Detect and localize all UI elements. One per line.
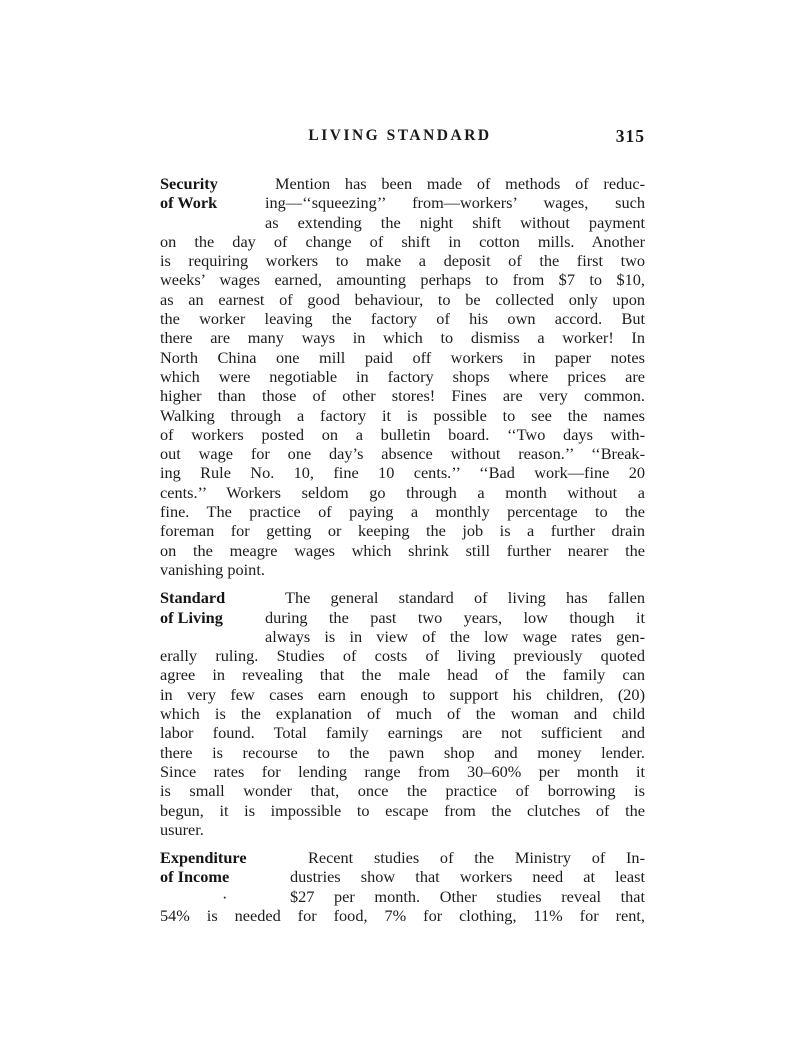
text-line: ing Rule No. 10, fine 10 cents.’’ ‘‘Bad work—fine 20 <box>160 463 645 483</box>
text-line: during the past two years, low though it <box>265 607 645 627</box>
text-line: foreman for getting or keeping the job is a further drain <box>160 521 645 541</box>
text-line: of workers posted on a bulletin board. ‘‘Two days with- <box>160 424 645 444</box>
text-line: there is recourse to the pawn shop and money lender. <box>160 742 645 762</box>
text-line: which is the explanation of much of the woman and child <box>160 704 645 724</box>
text-line: higher than those of other stores! Fines are very common. <box>160 386 645 406</box>
text-line: which were negotiable in factory shops where prices are <box>160 366 645 386</box>
text-line: in very few cases earn enough to support his children, (20) <box>160 684 645 704</box>
text-line: Walking through a factory it is possible to see the names <box>160 405 645 425</box>
text-line: $27 per month. Other studies reveal that <box>290 886 645 906</box>
text-line: on the meagre wages which shrink still further nearer the <box>160 540 645 560</box>
text-line: vanishing point. <box>160 559 265 579</box>
text-line: ing—‘‘squeezing’’ from—workers’ wages, such <box>265 193 645 213</box>
text-line: is requiring workers to make a deposit of the first two <box>160 251 645 271</box>
margin-heading-line: of Living <box>160 607 223 627</box>
text-line: 54% is needed for food, 7% for clothing, 11% for rent, <box>160 905 645 925</box>
text-line: begun, it is impossible to escape from the clutches of the <box>160 800 645 820</box>
text-line: usurer. <box>160 819 204 839</box>
paragraph <box>160 848 645 925</box>
text-line: there are many ways in which to dismiss a worker! In <box>160 328 645 348</box>
text-line: as extending the night shift without payment <box>265 212 645 232</box>
heading-dot-mark: · <box>222 888 228 908</box>
paragraph <box>160 588 645 839</box>
margin-heading <box>160 848 247 908</box>
text-line: The general standard of living has fallen <box>285 588 645 608</box>
text-line: weeks’ wages earned, amounting perhaps to from $7 to $10, <box>160 270 645 290</box>
text-line: labor found. Total family earnings are not sufficient and <box>160 723 645 743</box>
text-line: erally ruling. Studies of costs of living previously quoted <box>160 646 645 666</box>
text-line: the worker leaving the factory of his own accord. But <box>160 309 645 329</box>
text-line: Since rates for lending range from 30–60% per month it <box>160 761 645 781</box>
text-block <box>160 174 645 934</box>
text-line: on the day of change of shift in cotton mills. Another <box>160 231 645 251</box>
page-number: 315 <box>615 126 645 146</box>
text-line: North China one mill paid off workers in paper notes <box>160 347 645 367</box>
text-line: always is in view of the low wage rates gen- <box>265 626 645 646</box>
margin-heading-line: Standard <box>160 588 226 608</box>
margin-heading-line: of Work <box>160 193 218 213</box>
text-line: dustries show that workers need at least <box>290 867 645 887</box>
margin-heading <box>160 174 218 213</box>
text-line: is small wonder that, once the practice of borrowing is <box>160 781 645 801</box>
text-line: Mention has been made of methods of reduc- <box>275 174 645 193</box>
margin-heading-line: of Income <box>160 867 230 887</box>
paragraph <box>160 174 645 579</box>
text-line: cents.’’ Workers seldom go through a month without a <box>160 482 645 502</box>
text-line: as an earnest of good behaviour, to be collected only upon <box>160 289 645 309</box>
margin-heading-line: Security <box>160 174 218 193</box>
running-header-title: LIVING STANDARD <box>308 127 492 144</box>
text-line: out wage for one day’s absence without reason.’’ ‘‘Break- <box>160 444 645 464</box>
margin-heading <box>160 588 225 627</box>
margin-heading-line: Expenditure <box>160 848 247 868</box>
text-line: Recent studies of the Ministry of In- <box>308 848 645 868</box>
text-line: agree in revealing that the male head of the family can <box>160 665 645 685</box>
text-line: fine. The practice of paying a monthly percentage to the <box>160 502 645 522</box>
